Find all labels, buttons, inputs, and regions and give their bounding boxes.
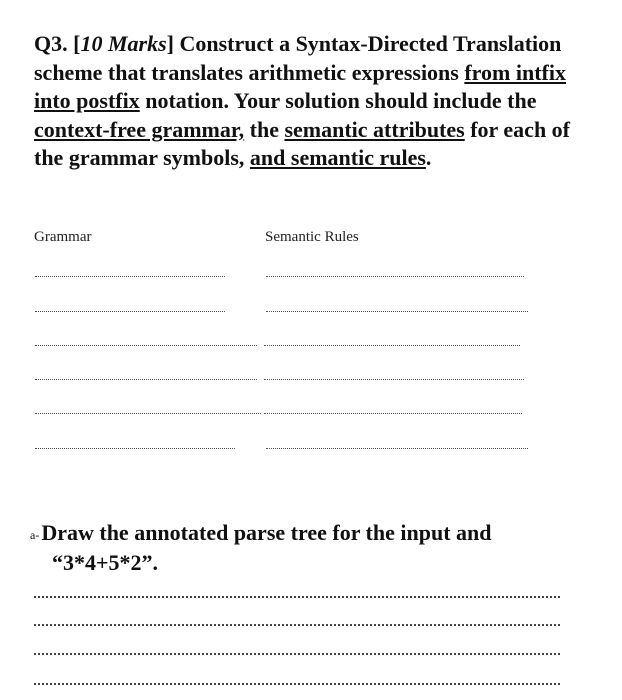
- grammar-blank-line-5: [35, 413, 261, 414]
- marks-open: [: [73, 31, 81, 56]
- question-text-4: for each of the grammar symbols,: [34, 116, 571, 171]
- underline-context-free-grammar: context-free grammar,: [34, 116, 245, 142]
- grammar-blank-line-4: [35, 379, 257, 380]
- grammar-blank-line-6: [35, 448, 235, 449]
- marks-close: ]: [166, 31, 174, 56]
- grammar-blank-line-3: [35, 345, 257, 346]
- rule-blank-line-2: [266, 311, 528, 312]
- question-text: [34, 30, 594, 173]
- question-text-3: the: [249, 116, 279, 142]
- underline-infix-postfix: from intfix into postfix: [34, 59, 566, 114]
- subquestion-a: [30, 519, 600, 577]
- rule-blank-line-5: [264, 413, 522, 414]
- underline-semantic-attributes: semantic attributes: [284, 116, 465, 142]
- semantic-rules-column-header: Semantic Rules: [265, 229, 359, 245]
- question-marks: 10 Marks: [80, 31, 167, 56]
- question-text-1: Construct a Syntax-Directed Translation scheme that translates arithmetic expressions: [34, 31, 562, 85]
- subquestion-marker: a-: [30, 528, 40, 542]
- answer-blank-line-4: [34, 683, 560, 685]
- answer-blank-line-1: [34, 596, 560, 598]
- question-text-2: notation. Your solution should include the: [145, 88, 537, 114]
- subquestion-line-2: “3*4+5*2”.: [52, 550, 159, 575]
- rule-blank-line-3: [264, 345, 520, 346]
- question-text-5: .: [425, 145, 432, 171]
- grammar-blank-line-1: [35, 276, 225, 277]
- subquestion-line-1: Draw the annotated parse tree for the input and: [41, 520, 492, 545]
- answer-blank-line-2: [34, 624, 560, 626]
- grammar-blank-line-2: [35, 311, 225, 312]
- rule-blank-line-4: [264, 379, 524, 380]
- answer-blank-line-3: [34, 653, 560, 655]
- rule-blank-line-1: [266, 276, 524, 277]
- question-number: Q3.: [34, 31, 68, 56]
- underline-semantic-rules: and semantic rules: [249, 145, 426, 171]
- rule-blank-line-6: [266, 448, 528, 449]
- grammar-column-header: Grammar: [34, 229, 92, 245]
